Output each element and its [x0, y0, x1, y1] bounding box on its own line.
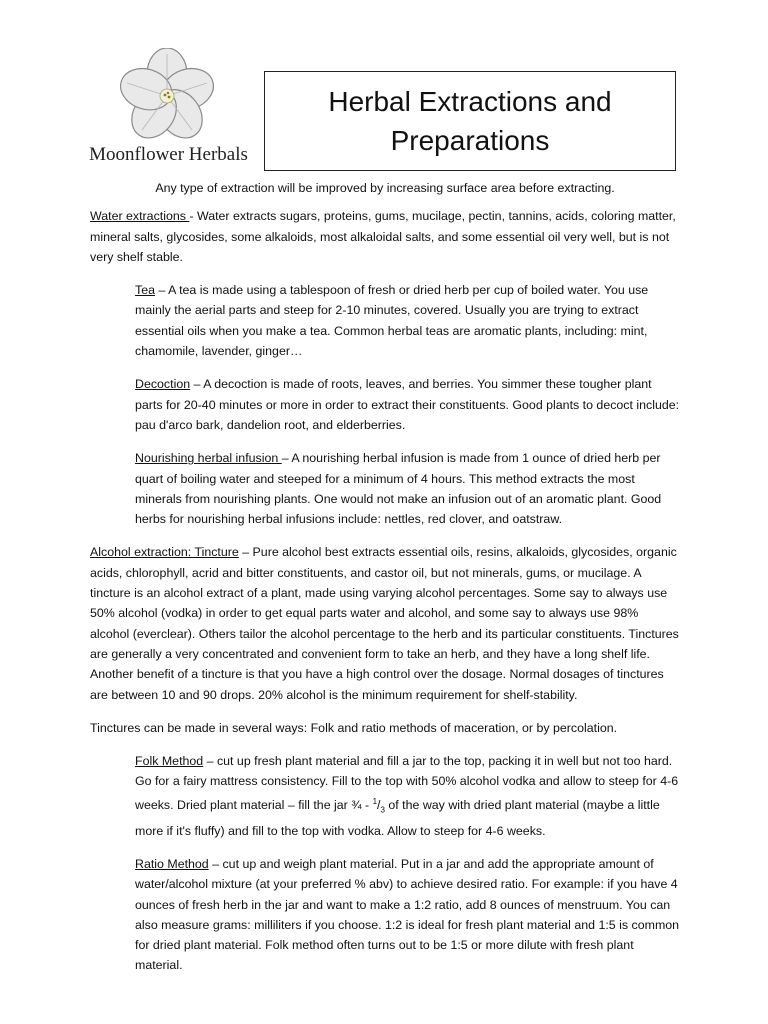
title-line-1: Herbal Extractions and	[328, 86, 612, 117]
fraction-denominator: 3	[380, 805, 385, 815]
section-heading: Tea	[135, 283, 155, 298]
section-heading: Nourishing herbal infusion	[135, 451, 282, 466]
section-ratio-method	[135, 854, 680, 976]
document-body	[90, 178, 680, 989]
section-text: – cut up fresh plant material and fill a jar to the top, packing it in well but not too hard. Go for a fairy mattress consistency. Fill to the top with 50% alcohol vodka and allow to steep for 4-6 weeks. Dried plant material – fill the jar ¾ -	[135, 754, 679, 812]
section-text: – A tea is made using a tablespoon of fresh or dried herb per cup of boiled water. You use mainly the aerial parts and steep for 2-10 minutes, covered. Usually you are trying to extract essential oils when you make a tea. Common herbal teas are aromatic plants, including: mint, chamomile, lavender, ginger…	[135, 283, 649, 359]
section-alcohol-extraction	[90, 542, 680, 704]
section-heading: Alcohol extraction: Tincture	[90, 545, 239, 560]
section-decoction	[135, 374, 680, 435]
section-heading: Water extractions	[90, 209, 190, 224]
title-line-2: Preparations	[390, 125, 550, 156]
section-water-extractions	[90, 206, 680, 267]
section-text-continued: of the way with dried plant material (maybe a little more if it's fluffy) and fill to the top with vodka. Allow to steep for 4-6 weeks.	[135, 797, 660, 838]
intro-text: Any type of extraction will be improved by increasing surface area before extracting.	[155, 181, 615, 195]
section-text: – A decoction is made of roots, leaves, and berries. You simmer these tougher plant parts for 20-40 minutes or more in order to extract their constituents. Good plants to decoct include: pau d'arco bark, dandelion root, and elderberries.	[135, 377, 680, 432]
title-box	[264, 71, 676, 171]
section-tea	[135, 280, 680, 361]
section-heading: Decoction	[135, 377, 191, 392]
section-text: – Pure alcohol best extracts essential oils, resins, alkaloids, glycosides, organic acids, chlorophyll, acrid and bitter constituents, and castor oil, but not minerals, gums, or mucilage. A tincture is an alcohol extract of a plant, made using varying alcohol percentages. Some say to always use 50% alcohol (vodka) in order to get equal parts water and alcohol, and some say to always use 98% alcohol (everclear). Others tailor the alcohol percentage to the herb and its particular constituents. Tinctures are generally a very concentrated and convenient form to take an herb, and they have a long shelf life. Another benefit of a tincture is that you have a high control over the dosage. Normal dosages of tinctures are between 10 and 90 drops. 20% alcohol is the minimum requirement for shelf-stability.	[90, 545, 679, 702]
page-title	[328, 82, 611, 160]
section-infusion	[135, 448, 680, 529]
fraction-numerator: 1	[372, 796, 378, 806]
section-heading: Ratio Method	[135, 856, 209, 871]
moonflower-icon	[106, 48, 228, 148]
methods-intro: Tinctures can be made in several ways: Folk and ratio methods of maceration, or by percolation.	[90, 720, 618, 735]
section-folk-method	[135, 751, 680, 841]
section-text: - Water extracts sugars, proteins, gums, mucilage, pectin, tannins, acids, coloring matter, mineral salts, glycosides, some alkaloids, most alkaloidal salts, and some essential oil very well, but is not very shelf stable.	[90, 209, 676, 264]
brand-name: Moonflower Herbals	[89, 144, 248, 165]
section-text: – A nourishing herbal infusion is made from 1 ounce of dried herb per quart of boiling water and steeped for a minimum of 4 hours. This method extracts the most minerals from nourishing plants. One would not make an infusion out of an aromatic plant. Good herbs for nourishing herbal infusions include: nettles, red clover, and oatstraw.	[135, 451, 662, 527]
brand-logo	[86, 48, 251, 170]
section-heading: Folk Method	[135, 754, 204, 769]
fraction-one-third: $^1/_3$	[372, 796, 385, 815]
section-text: – cut up and weigh plant material. Put in a jar and add the appropriate amount of water/alcohol mixture (at your preferred % abv) to achieve desired ratio. For example: if you have 4 ounces of fresh herb in the jar and want to make a 1:2 ratio, add 8 ounces of menstruum. You can also measure grams: milliliters if you choose. 1:2 is ideal for fresh plant material and 1:5 is common for dried plant material. Folk method often turns out to be 1:5 or more dilute with fresh plant material.	[135, 856, 680, 973]
